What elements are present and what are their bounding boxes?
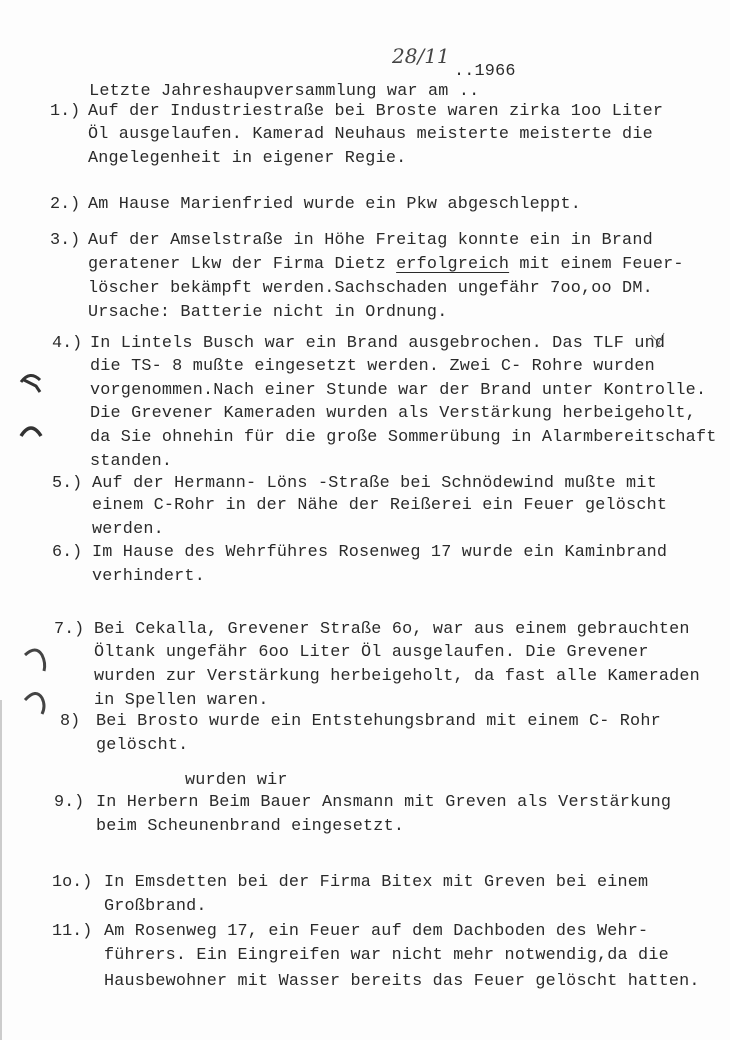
- text-line: werden.: [92, 520, 164, 539]
- text-line: Angelegenheit in eigener Regie.: [88, 149, 407, 168]
- item-number: 4.): [52, 334, 83, 353]
- handwritten-check-icon: [22, 645, 48, 675]
- text-line: Ursache: Batterie nicht in Ordnung.: [88, 303, 448, 322]
- text-line: Im Hause des Wehrführes Rosenweg 17 wurde ein Kaminbrand: [92, 543, 668, 562]
- item-number: 5.): [52, 474, 83, 493]
- item-number: 11.): [52, 922, 93, 941]
- text-line: Am Hause Marienfried wurde ein Pkw abgeschleppt.: [88, 195, 581, 214]
- text-line: beim Scheunenbrand eingesetzt.: [96, 817, 405, 836]
- text-line: Öltank ungefähr 6oo Liter Öl ausgelaufen. Die Grevener: [94, 643, 649, 662]
- text-segment: geratener Lkw der Firma Dietz: [88, 255, 397, 274]
- item-number: 8): [60, 712, 81, 731]
- text-line: die TS- 8 mußte eingesetzt werden. Zwei C- Rohre wurden: [90, 357, 655, 376]
- text-line: Hausbewohner mit Wasser bereits das Feuer gelöscht hatten.: [104, 972, 700, 991]
- text-line: gelöscht.: [96, 736, 189, 755]
- handwritten-check-icon: [18, 420, 44, 440]
- text-line: Am Rosenweg 17, ein Feuer auf dem Dachboden des Wehr-: [104, 922, 649, 941]
- item-number: 1.): [50, 102, 81, 121]
- text-line: da Sie ohnehin für die große Sommerübung in Alarmbereitschaft: [90, 428, 717, 447]
- item-number: 1o.): [52, 873, 93, 892]
- text-line: [88, 255, 684, 275]
- text-line: löscher bekämpft werden.Sachschaden ungefähr 7oo,oo DM.: [88, 279, 653, 298]
- item-number: 7.): [54, 620, 85, 639]
- text-line: Auf der Industriestraße bei Broste waren zirka 1oo Liter: [88, 102, 664, 121]
- text-line: verhindert.: [92, 567, 205, 586]
- text-line: Auf der Hermann- Löns -Straße bei Schnödewind mußte mit: [92, 474, 657, 493]
- text-line: In Herbern Beim Bauer Ansmann mit Greven als Verstärkung: [96, 793, 672, 812]
- text-line: einem C-Rohr in der Nähe der Reißerei ein Feuer gelöscht: [92, 496, 668, 515]
- text-line: wurden zur Verstärkung herbeigeholt, da fast alle Kameraden: [94, 667, 700, 686]
- item-number: 3.): [50, 231, 81, 250]
- header-text: Letzte Jahreshaupversammlung war am ..: [89, 82, 480, 101]
- text-line: Öl ausgelaufen. Kamerad Neuhaus meisterte meisterte die: [88, 125, 653, 144]
- text-line: In Lintels Busch war ein Brand ausgebrochen. Das TLF und: [90, 334, 666, 353]
- text-line: Bei Brosto wurde ein Entstehungsbrand mit einem C- Rohr: [96, 712, 661, 731]
- handwritten-check-icon: [18, 370, 44, 396]
- underlined-word: erfolgreich: [396, 255, 510, 274]
- text-segment: mit einem Feuer-: [509, 255, 684, 274]
- item-number: 2.): [50, 195, 81, 214]
- text-line: standen.: [90, 452, 173, 471]
- text-line: Großbrand.: [104, 897, 207, 916]
- inserted-correction: wurden wir: [185, 771, 288, 790]
- item-number: 6.): [52, 543, 83, 562]
- item-number: 9.): [54, 793, 85, 812]
- handwritten-date: 28/11: [392, 44, 450, 68]
- text-line: vorgenommen.Nach einer Stunde war der Brand unter Kontrolle.: [90, 381, 707, 400]
- scan-edge: [0, 700, 2, 1040]
- text-line: Bei Cekalla, Grevener Straße 6o, war aus einem gebrauchten: [94, 620, 690, 639]
- handwritten-check-icon: [22, 688, 48, 718]
- text-line: Auf der Amselstraße in Höhe Freitag konnte ein in Brand: [88, 231, 653, 250]
- text-line: In Emsdetten bei der Firma Bitex mit Greven bei einem: [104, 873, 649, 892]
- text-line: in Spellen waren.: [94, 691, 269, 710]
- text-line: Die Grevener Kameraden wurden als Verstärkung herbeigeholt,: [90, 404, 696, 423]
- text-line: führers. Ein Eingreifen war nicht mehr notwendig,da die: [104, 946, 669, 965]
- header-year: ..1966: [454, 62, 516, 81]
